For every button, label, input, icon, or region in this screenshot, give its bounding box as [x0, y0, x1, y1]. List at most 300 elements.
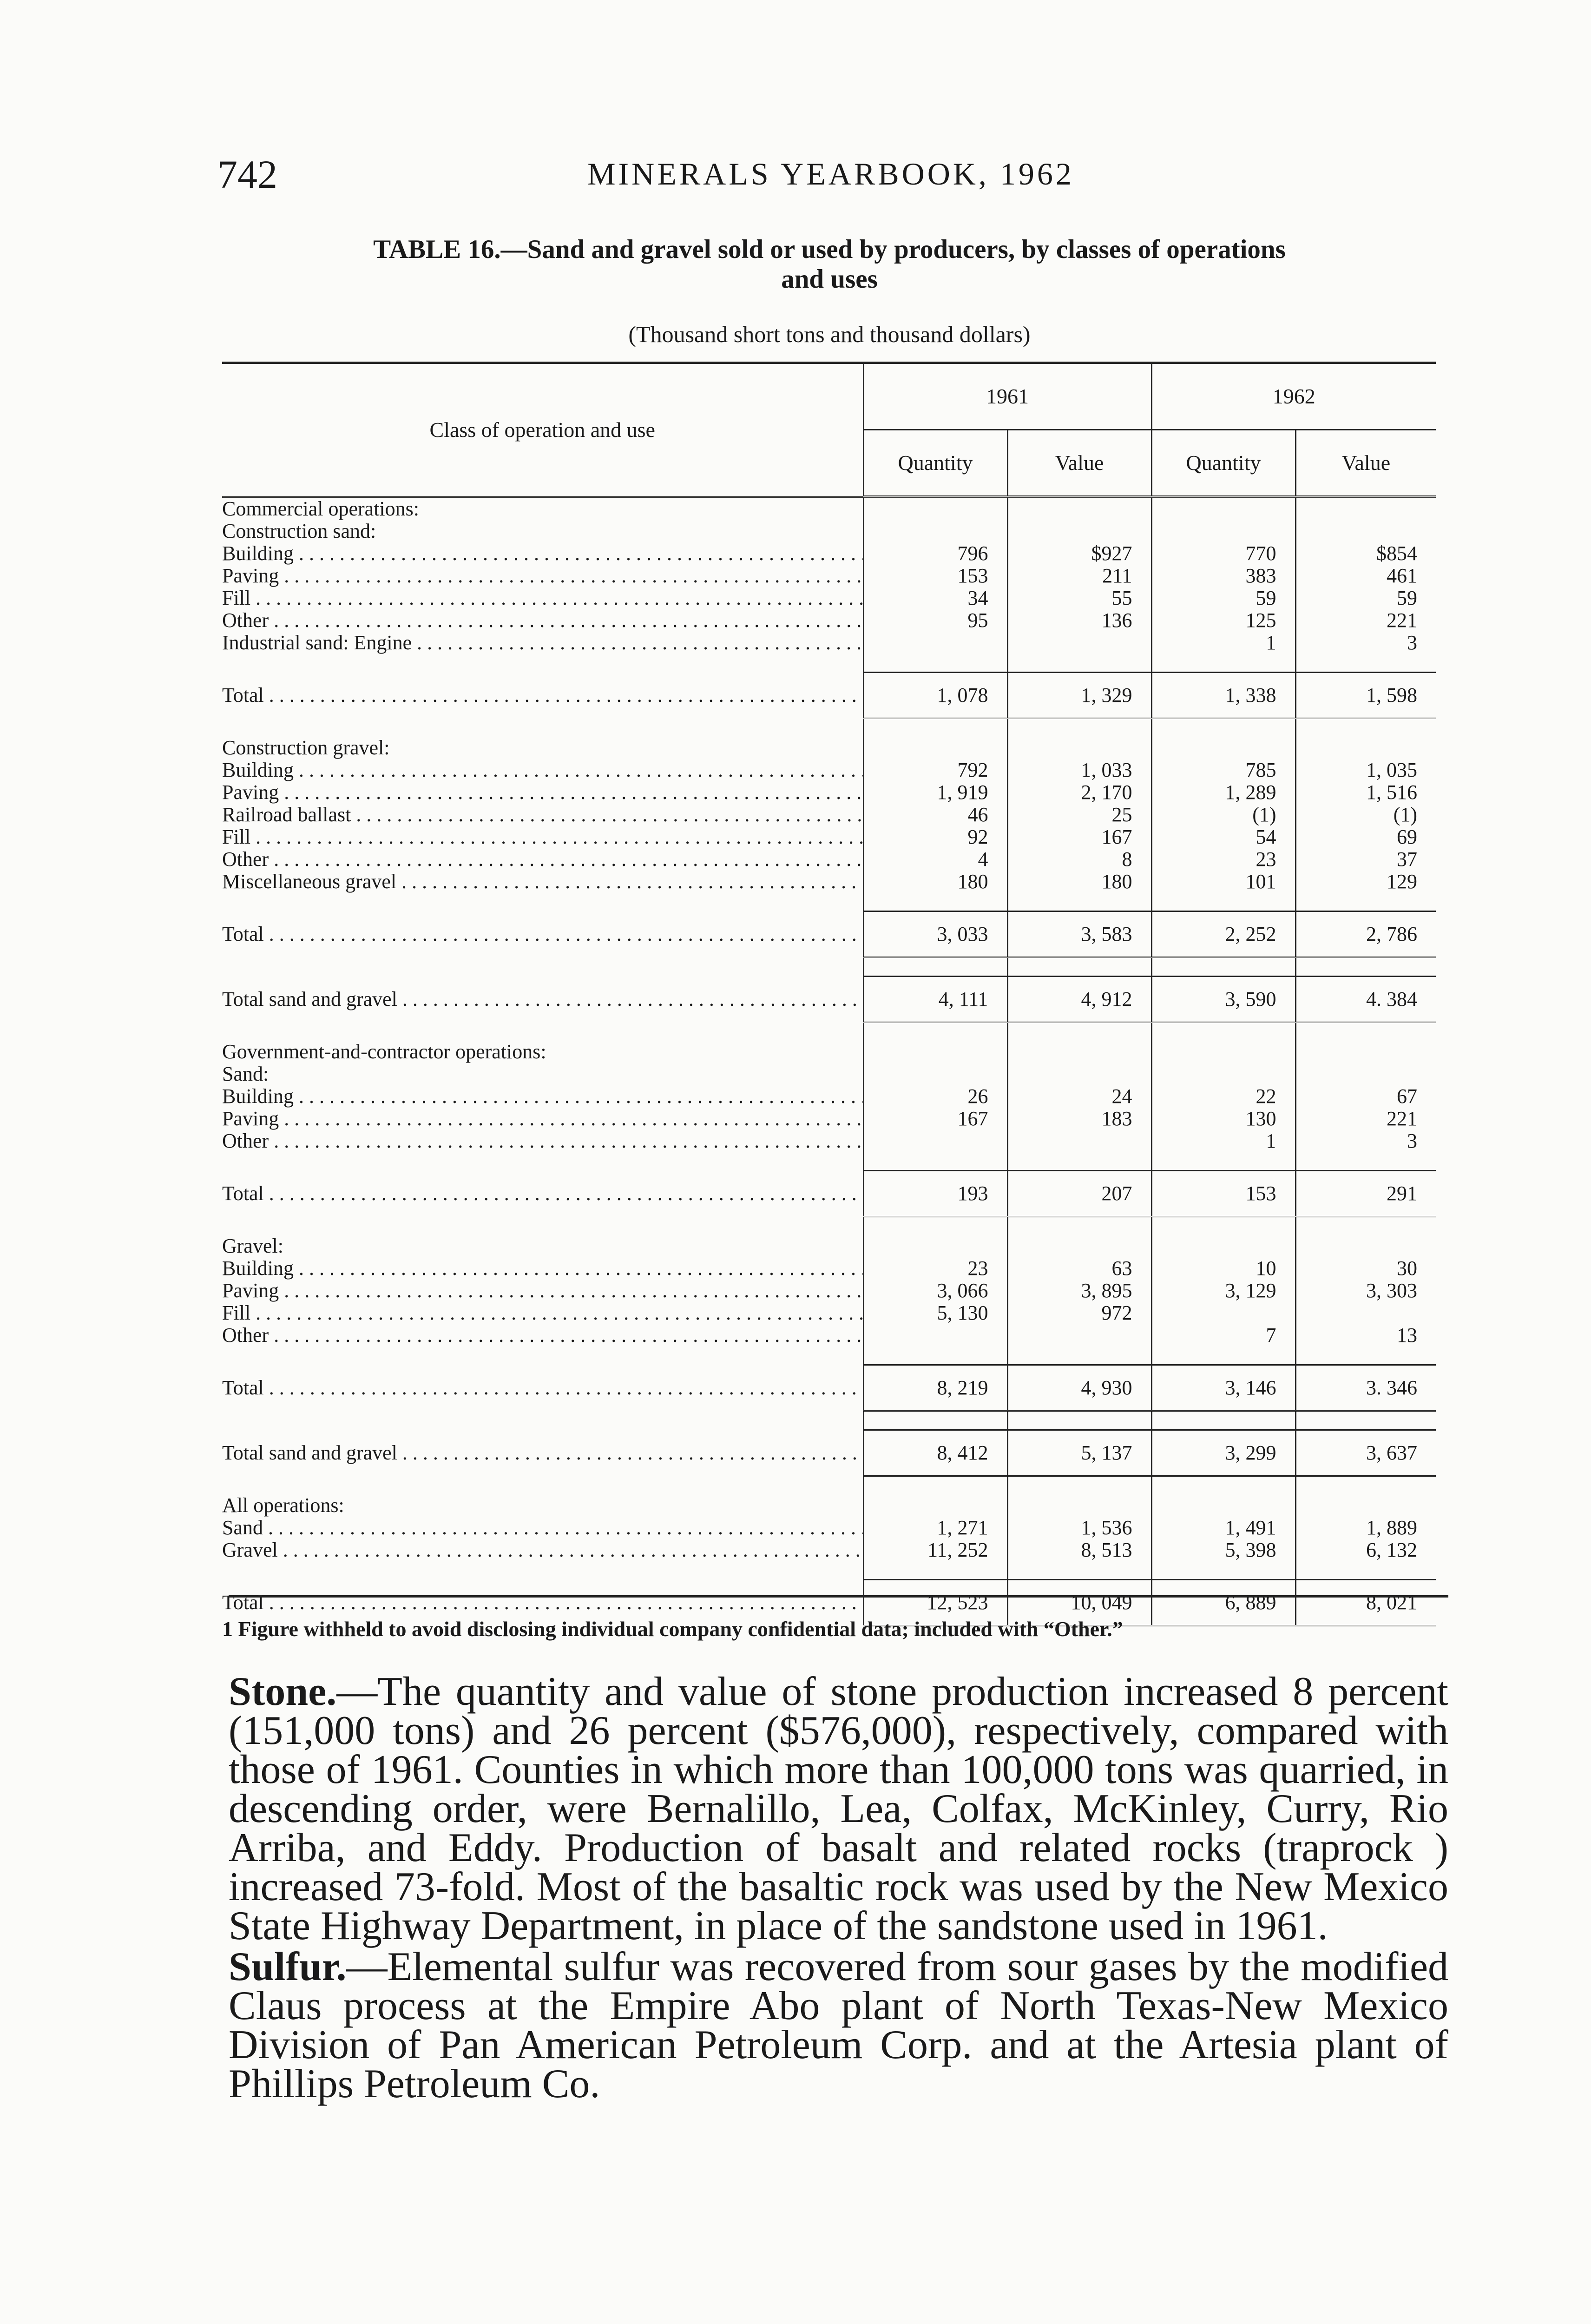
table-row	[222, 1365, 1436, 1411]
row-spacer	[222, 718, 1436, 737]
row-label-text: Building . . .	[222, 542, 863, 565]
value-cell	[1151, 1041, 1295, 1063]
row-label	[222, 1494, 863, 1517]
table-row	[222, 1235, 1436, 1257]
value-cell: 291	[1295, 1170, 1436, 1216]
sulfur-text: —Elemental sulfur was recovered from sour gases by the modified Claus process at the Empire Abo plant of North Texas-New Mexico Division of Pan American Petroleum Corp. and at the Artesia plant of Phillips Petroleum Co.	[229, 1944, 1448, 2106]
table-row	[222, 1324, 1436, 1347]
value-cell: 1, 033	[1007, 759, 1151, 781]
value-cell: (1)	[1151, 804, 1295, 826]
spacer-cell	[1007, 654, 1151, 673]
row-label-text: Other . . .	[222, 848, 863, 871]
row-spacer	[222, 1152, 1436, 1171]
table-row	[222, 848, 1436, 871]
value-cell: 34	[863, 587, 1007, 609]
body-text	[229, 1669, 1448, 2106]
value-cell	[1151, 1494, 1295, 1517]
year-header-1961: 1961	[863, 363, 1151, 430]
row-spacer	[222, 1476, 1436, 1494]
table-row	[222, 609, 1436, 632]
spacer-cell	[222, 654, 863, 673]
value-cell	[1151, 1235, 1295, 1257]
value-cell: 69	[1295, 826, 1436, 848]
value-cell: 10, 049	[1007, 1579, 1151, 1625]
row-label	[222, 826, 863, 848]
table-title-line-2: and uses	[781, 264, 878, 294]
value-cell: 972	[1007, 1302, 1151, 1324]
value-cell: 3, 637	[1295, 1430, 1436, 1476]
table-row	[222, 1539, 1436, 1561]
row-label-text: Other . . .	[222, 1324, 863, 1347]
row-label	[222, 871, 863, 893]
value-cell: (1)	[1295, 804, 1436, 826]
value-cell: 101	[1151, 871, 1295, 893]
row-spacer	[222, 1216, 1436, 1235]
value-cell: 23	[863, 1257, 1007, 1280]
value-cell: 59	[1151, 587, 1295, 609]
row-label-text: Total . . .	[222, 1591, 863, 1614]
table-body	[222, 497, 1436, 1625]
value-cell: 37	[1295, 848, 1436, 871]
row-label-text: Construction gravel:	[222, 736, 390, 759]
spacer-cell	[1151, 893, 1295, 911]
spacer-cell	[1007, 893, 1151, 911]
row-label	[222, 848, 863, 871]
value-cell	[863, 1324, 1007, 1347]
sand-gravel-table	[222, 362, 1436, 1626]
running-title: MINERALS YEARBOOK, 1962	[587, 156, 1074, 191]
row-label	[222, 759, 863, 781]
sulfur-paragraph	[229, 1944, 1448, 2106]
table-row	[222, 497, 1436, 520]
table-row	[222, 976, 1436, 1022]
table-row	[222, 565, 1436, 587]
table-row	[222, 871, 1436, 893]
spacer-cell	[863, 893, 1007, 911]
spacer-cell	[222, 957, 863, 976]
value-cell: 785	[1151, 759, 1295, 781]
row-label-text: Total . . .	[222, 923, 863, 945]
row-label	[222, 1324, 863, 1347]
value-cell: 4, 912	[1007, 976, 1151, 1022]
row-label	[222, 976, 863, 1022]
spacer-cell	[1295, 1216, 1436, 1235]
spacer-cell	[222, 1561, 863, 1580]
value-cell	[1295, 1063, 1436, 1085]
table-footnote: 1 Figure withheld to avoid disclosing individual company confidential data; included with “Other.”	[222, 1617, 1123, 1641]
row-label	[222, 1063, 863, 1085]
value-cell: 5, 398	[1151, 1539, 1295, 1561]
value-cell: 54	[1151, 826, 1295, 848]
table-row	[222, 1257, 1436, 1280]
table-row	[222, 1130, 1436, 1152]
value-cell: 5, 130	[863, 1302, 1007, 1324]
row-label	[222, 1041, 863, 1063]
table-row	[222, 1170, 1436, 1216]
spacer-cell	[222, 1476, 863, 1494]
value-cell: 383	[1151, 565, 1295, 587]
col-header-value-1962: Value	[1295, 430, 1436, 497]
value-cell: 153	[1151, 1170, 1295, 1216]
table-row	[222, 759, 1436, 781]
value-cell: 3, 033	[863, 911, 1007, 957]
table-subtitle: (Thousand short tons and thousand dollars)	[628, 321, 1031, 347]
row-label	[222, 1130, 863, 1152]
row-label-text: Railroad ballast . . .	[222, 804, 863, 826]
table-row	[222, 520, 1436, 542]
value-cell: 30	[1295, 1257, 1436, 1280]
value-cell: 59	[1295, 587, 1436, 609]
value-cell: 24	[1007, 1085, 1151, 1108]
value-cell	[1151, 520, 1295, 542]
value-cell: 4, 930	[1007, 1365, 1151, 1411]
spacer-cell	[1151, 1476, 1295, 1494]
value-cell: 3, 299	[1151, 1430, 1295, 1476]
spacer-cell	[222, 1022, 863, 1041]
value-cell: 5, 137	[1007, 1430, 1151, 1476]
value-cell: 1, 035	[1295, 759, 1436, 781]
row-label	[222, 672, 863, 718]
value-cell: 8, 412	[863, 1430, 1007, 1476]
col-header-quantity-1962: Quantity	[1151, 430, 1295, 497]
row-label	[222, 1235, 863, 1257]
stone-heading: Stone.	[229, 1669, 337, 1714]
value-cell: 55	[1007, 587, 1151, 609]
spacer-cell	[1151, 1561, 1295, 1580]
row-label	[222, 1257, 863, 1280]
row-label-text: Paving . . .	[222, 1280, 863, 1302]
spacer-cell	[1007, 718, 1151, 737]
value-cell	[863, 1041, 1007, 1063]
row-spacer	[222, 654, 1436, 673]
table-row	[222, 1041, 1436, 1063]
value-cell: 183	[1007, 1108, 1151, 1130]
table-row	[222, 1517, 1436, 1539]
row-label	[222, 1430, 863, 1476]
spacer-cell	[863, 718, 1007, 737]
spacer-cell	[1151, 654, 1295, 673]
value-cell: 3, 590	[1151, 976, 1295, 1022]
row-label-text: Miscellaneous gravel . . .	[222, 871, 863, 893]
row-label	[222, 1517, 863, 1539]
value-cell	[863, 1063, 1007, 1085]
table-row	[222, 1280, 1436, 1302]
value-cell	[1007, 1063, 1151, 1085]
value-cell: 1	[1151, 632, 1295, 654]
spacer-cell	[1007, 1411, 1151, 1430]
value-cell	[1007, 632, 1151, 654]
row-label	[222, 520, 863, 542]
row-label	[222, 1539, 863, 1561]
value-cell: 129	[1295, 871, 1436, 893]
spacer-cell	[1151, 1216, 1295, 1235]
value-cell	[1295, 1041, 1436, 1063]
spacer-cell	[863, 1216, 1007, 1235]
value-cell	[863, 632, 1007, 654]
spacer-cell	[222, 718, 863, 737]
table-title-line-1: TABLE 16.—Sand and gravel sold or used by producers, by classes of operations	[373, 235, 1286, 264]
value-cell	[1151, 737, 1295, 759]
value-cell: 4. 384	[1295, 976, 1436, 1022]
spacer-cell	[1151, 1022, 1295, 1041]
spacer-cell	[1295, 1347, 1436, 1365]
value-cell: 461	[1295, 565, 1436, 587]
table-row	[222, 1085, 1436, 1108]
value-cell: 1, 598	[1295, 672, 1436, 718]
spacer-cell	[1295, 1476, 1436, 1494]
value-cell: 8, 219	[863, 1365, 1007, 1411]
value-cell: 6, 132	[1295, 1539, 1436, 1561]
value-cell	[1151, 1063, 1295, 1085]
value-cell: 3, 146	[1151, 1365, 1295, 1411]
year-header-1962: 1962	[1151, 363, 1436, 430]
row-label	[222, 1280, 863, 1302]
value-cell	[863, 737, 1007, 759]
row-spacer	[222, 1561, 1436, 1580]
row-label-text: Gravel:	[222, 1235, 283, 1257]
spacer-cell	[863, 1411, 1007, 1430]
value-cell: $854	[1295, 542, 1436, 565]
spacer-cell	[1151, 1347, 1295, 1365]
row-label	[222, 1365, 863, 1411]
value-cell: 2, 170	[1007, 781, 1151, 804]
table-title	[211, 235, 1447, 294]
row-label-text: Construction sand:	[222, 520, 376, 542]
value-cell: 11, 252	[863, 1539, 1007, 1561]
row-label-text: Commercial operations:	[222, 497, 419, 520]
value-cell: 22	[1151, 1085, 1295, 1108]
row-label-text: Building . . .	[222, 759, 863, 781]
row-label	[222, 781, 863, 804]
value-cell: 3, 066	[863, 1280, 1007, 1302]
value-cell: 2, 786	[1295, 911, 1436, 957]
value-cell	[1007, 1130, 1151, 1152]
stone-paragraph	[229, 1669, 1448, 1948]
spacer-cell	[863, 654, 1007, 673]
footnote-rule	[229, 1595, 1448, 1598]
value-cell: 167	[1007, 826, 1151, 848]
spacer-cell	[1295, 1022, 1436, 1041]
value-cell	[1295, 1302, 1436, 1324]
row-label	[222, 497, 863, 520]
row-label	[222, 737, 863, 759]
table-row	[222, 737, 1436, 759]
row-spacer	[222, 893, 1436, 911]
value-cell	[863, 1235, 1007, 1257]
value-cell: 8	[1007, 848, 1151, 871]
spacer-cell	[1007, 1561, 1151, 1580]
value-cell: 3	[1295, 1130, 1436, 1152]
row-label-text: Gravel . . .	[222, 1539, 863, 1561]
value-cell	[1007, 737, 1151, 759]
value-cell: 770	[1151, 542, 1295, 565]
value-cell: 4	[863, 848, 1007, 871]
value-cell	[863, 497, 1007, 520]
value-cell	[863, 1130, 1007, 1152]
spacer-cell	[863, 957, 1007, 976]
value-cell	[1295, 520, 1436, 542]
spacer-cell	[1007, 1022, 1151, 1041]
spacer-cell	[863, 1561, 1007, 1580]
table-row	[222, 1108, 1436, 1130]
spacer-cell	[1295, 718, 1436, 737]
value-cell: 1, 289	[1151, 781, 1295, 804]
value-cell: 3	[1295, 632, 1436, 654]
value-cell: 8, 513	[1007, 1539, 1151, 1561]
table-row	[222, 542, 1436, 565]
value-cell	[1007, 1235, 1151, 1257]
value-cell	[1007, 497, 1151, 520]
table-row	[222, 1302, 1436, 1324]
spacer-cell	[1295, 957, 1436, 976]
value-cell: 23	[1151, 848, 1295, 871]
spacer-cell	[1295, 1411, 1436, 1430]
value-cell: 130	[1151, 1108, 1295, 1130]
value-cell: 221	[1295, 609, 1436, 632]
value-cell	[1295, 1494, 1436, 1517]
row-label	[222, 632, 863, 654]
value-cell: 1, 078	[863, 672, 1007, 718]
value-cell: 63	[1007, 1257, 1151, 1280]
table-row	[222, 672, 1436, 718]
row-spacer	[222, 1022, 1436, 1041]
row-label-text: Industrial sand: Engine . . .	[222, 632, 863, 654]
row-label-text: Building . . .	[222, 1085, 863, 1108]
spacer-cell	[1007, 957, 1151, 976]
stone-text: —The quantity and value of stone production increased 8 percent (151,000 tons) and 26 percent ($576,000), respectively, compared with those of 1961. Counties in which more than 100,000 tons was quarried, in descending order, were Bernalillo, Lea, Colfax, McKinley, Curry, Rio Arriba, and Eddy. Production of basalt and related rocks (traprock ) increased 73-fold. Most of the basaltic rock was used by the New Mexico State Highway Department, in place of the sandstone used in 1961.	[229, 1669, 1448, 1948]
value-cell: 4, 111	[863, 976, 1007, 1022]
row-label-text: Other . . .	[222, 1130, 863, 1152]
table-row	[222, 804, 1436, 826]
value-cell: 1	[1151, 1130, 1295, 1152]
row-label-text: Paving . . .	[222, 781, 863, 804]
table-row	[222, 911, 1436, 957]
row-label	[222, 1170, 863, 1216]
value-cell: 67	[1295, 1085, 1436, 1108]
value-cell: 3, 129	[1151, 1280, 1295, 1302]
spacer-cell	[222, 1216, 863, 1235]
row-label	[222, 1085, 863, 1108]
value-cell: 180	[1007, 871, 1151, 893]
value-cell: 92	[863, 826, 1007, 848]
row-label-text: Sand:	[222, 1063, 269, 1085]
row-label-text: Paving . . .	[222, 565, 863, 587]
spacer-cell	[1295, 654, 1436, 673]
value-cell	[863, 1494, 1007, 1517]
value-cell: 193	[863, 1170, 1007, 1216]
spacer-cell	[222, 893, 863, 911]
spacer-cell	[1007, 1347, 1151, 1365]
value-cell: 792	[863, 759, 1007, 781]
row-label-text: Other . . .	[222, 609, 863, 632]
spacer-cell	[1151, 718, 1295, 737]
value-cell: 2, 252	[1151, 911, 1295, 957]
value-cell: 1, 338	[1151, 672, 1295, 718]
row-label-text: Total sand and gravel . . .	[222, 988, 863, 1010]
value-cell: 13	[1295, 1324, 1436, 1347]
spacer-cell	[1151, 1152, 1295, 1171]
value-cell	[1295, 737, 1436, 759]
row-label-text: Paving . . .	[222, 1108, 863, 1130]
value-cell: 221	[1295, 1108, 1436, 1130]
value-cell: 1, 271	[863, 1517, 1007, 1539]
value-cell: 26	[863, 1085, 1007, 1108]
row-label	[222, 587, 863, 609]
value-cell: 211	[1007, 565, 1151, 587]
table-row	[222, 632, 1436, 654]
page-header	[217, 151, 1444, 202]
spacer-cell	[863, 1152, 1007, 1171]
spacer-cell	[1295, 893, 1436, 911]
spacer-cell	[863, 1476, 1007, 1494]
value-cell: 125	[1151, 609, 1295, 632]
value-cell: 3, 583	[1007, 911, 1151, 957]
page-number: 742	[217, 152, 277, 197]
row-label-text: Fill . . .	[222, 826, 863, 848]
row-spacer	[222, 1411, 1436, 1430]
row-label	[222, 804, 863, 826]
row-label	[222, 1108, 863, 1130]
value-cell: $927	[1007, 542, 1151, 565]
row-label	[222, 565, 863, 587]
spacer-cell	[1151, 957, 1295, 976]
value-cell: 796	[863, 542, 1007, 565]
col-header-value-1961: Value	[1007, 430, 1151, 497]
table-row	[222, 1063, 1436, 1085]
table-row	[222, 587, 1436, 609]
table-row	[222, 1430, 1436, 1476]
value-cell: 180	[863, 871, 1007, 893]
value-cell: 1, 516	[1295, 781, 1436, 804]
value-cell	[1007, 1324, 1151, 1347]
spacer-cell	[1007, 1152, 1151, 1171]
spacer-cell	[1295, 1561, 1436, 1580]
value-cell: 136	[1007, 609, 1151, 632]
value-cell: 95	[863, 609, 1007, 632]
row-label-text: Total . . .	[222, 1376, 863, 1399]
table-row	[222, 1494, 1436, 1517]
value-cell: 1, 919	[863, 781, 1007, 804]
value-cell: 3, 303	[1295, 1280, 1436, 1302]
value-cell: 1, 889	[1295, 1517, 1436, 1539]
value-cell	[863, 520, 1007, 542]
table-row	[222, 826, 1436, 848]
spacer-cell	[1151, 1411, 1295, 1430]
value-cell	[1007, 1041, 1151, 1063]
row-spacer	[222, 957, 1436, 976]
value-cell	[1007, 1494, 1151, 1517]
value-cell	[1151, 497, 1295, 520]
row-label	[222, 911, 863, 957]
row-label-text: Sand . . .	[222, 1517, 863, 1539]
value-cell	[1007, 520, 1151, 542]
value-cell: 6, 889	[1151, 1579, 1295, 1625]
value-cell: 167	[863, 1108, 1007, 1130]
value-cell: 1, 491	[1151, 1517, 1295, 1539]
value-cell: 25	[1007, 804, 1151, 826]
value-cell: 207	[1007, 1170, 1151, 1216]
value-cell	[1151, 1302, 1295, 1324]
stub-header: Class of operation and use	[222, 363, 863, 497]
spacer-cell	[222, 1347, 863, 1365]
spacer-cell	[1007, 1476, 1151, 1494]
spacer-cell	[222, 1152, 863, 1171]
value-cell	[1295, 1235, 1436, 1257]
spacer-cell	[1007, 1216, 1151, 1235]
row-label-text: Fill . . .	[222, 587, 863, 609]
row-label-text: Total . . .	[222, 684, 863, 706]
spacer-cell	[863, 1347, 1007, 1365]
